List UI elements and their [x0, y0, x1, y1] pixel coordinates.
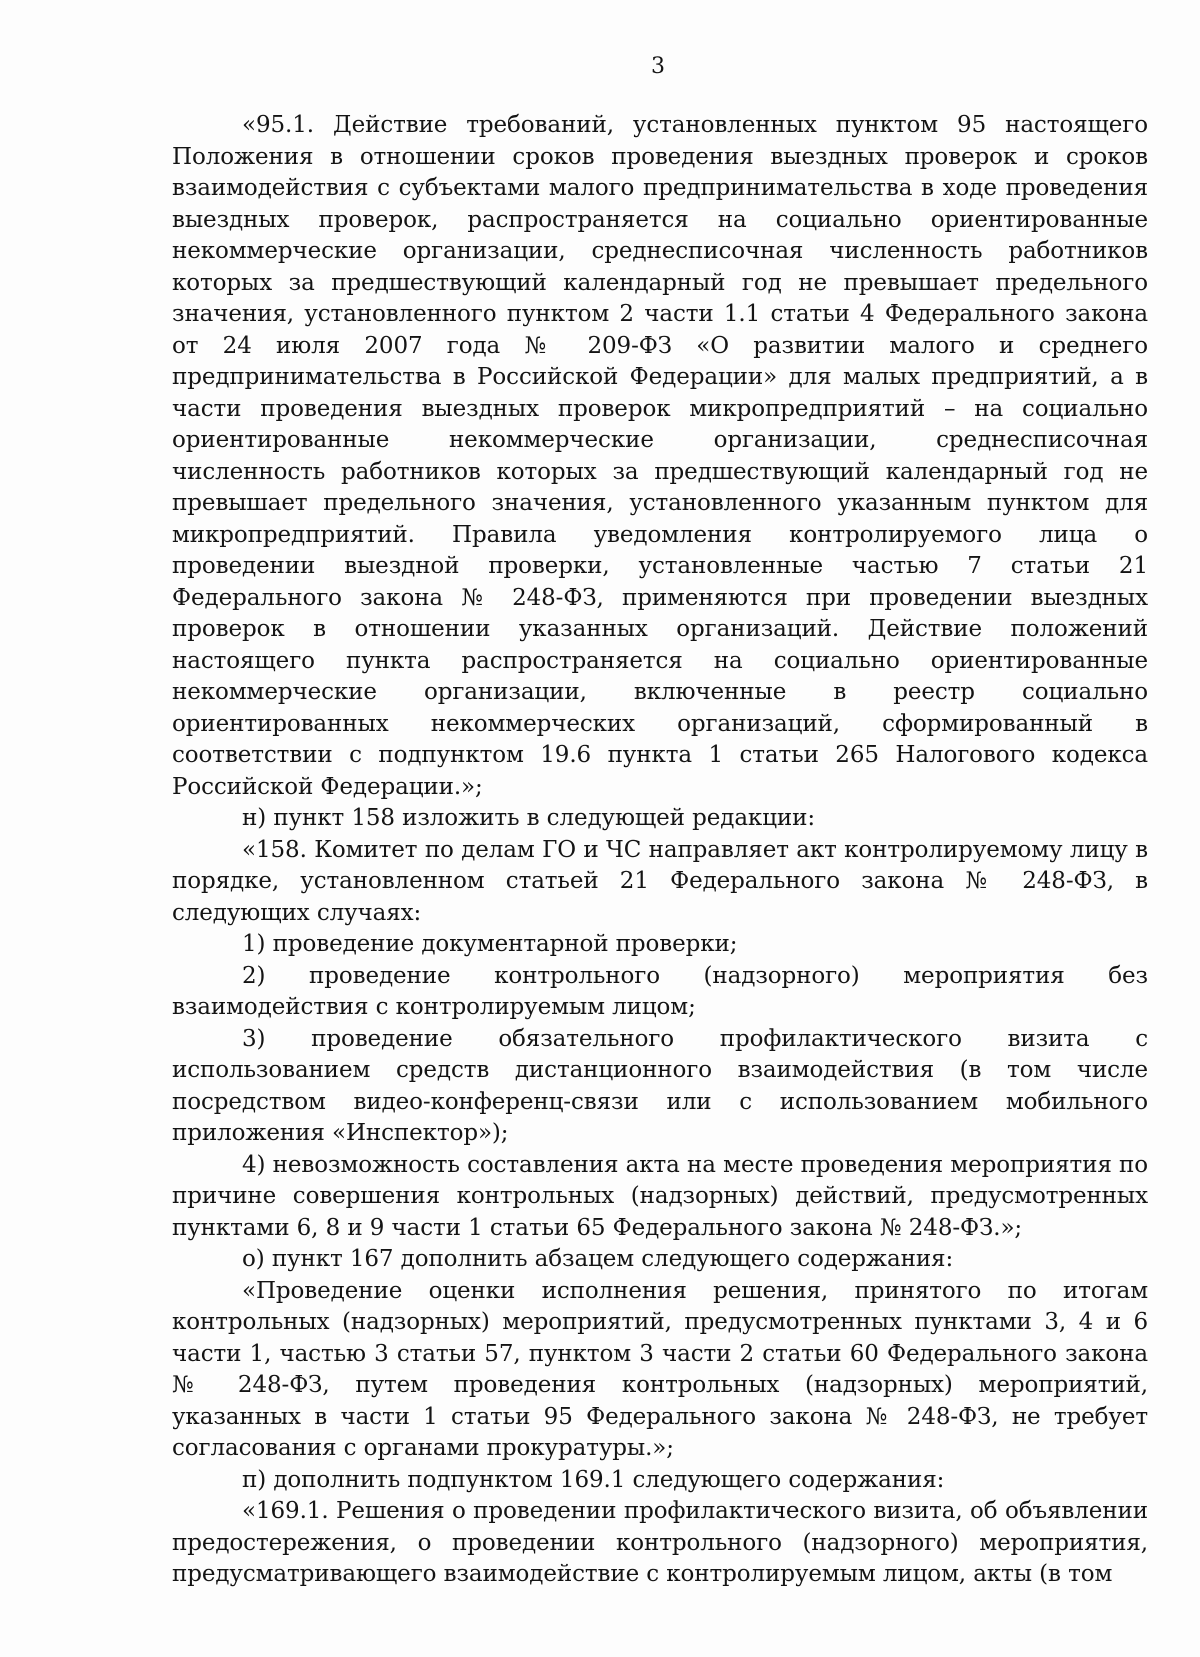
document-body [172, 110, 1148, 1591]
page-number: 3 [651, 54, 665, 79]
paragraph-169-1: «169.1. Решения о проведении профилактического визита, об объявлении предостережения, о проведении контрольного (надзорного) мероприятия, предусматривающего взаимодействие с контролируемым лицом, акты (в том [172, 1498, 1148, 1587]
list-item-158-3: 3) проведение обязательного профилактического визита с использованием средств дистанционного взаимодействия (в том числе посредством видео-конференц-связи или с использованием мобильного приложения «Инспектор»); [172, 1025, 1148, 1146]
list-item-158-4: 4) невозможность составления акта на месте проведения мероприятия по причине совершения контрольных (надзорных) действий, предусмотренных пунктами 6, 8 и 9 части 1 статьи 65 Федерального закона № 248-ФЗ.»; [172, 1151, 1148, 1241]
list-item-158-2: 2) проведение контрольного (надзорного) мероприятия без взаимодействия с контролируемым лицом; [172, 962, 1148, 1020]
paragraph-158: «158. Комитет по делам ГО и ЧС направляет акт контролируемому лицу в порядке, установленном статьей 21 Федерального закона № 248-ФЗ, в следующих случаях: [172, 836, 1148, 926]
list-item-158-1: 1) проведение документарной проверки; [242, 931, 738, 957]
paragraph-subitem-o: о) пункт 167 дополнить абзацем следующего содержания: [242, 1246, 954, 1272]
paragraph-167-addition: «Проведение оценки исполнения решения, принятого по итогам контрольных (надзорных) мероприятий, предусмотренных пунктами 3, 4 и 6 части 1, частью 3 статьи 57, пунктом 3 части 2 статьи 60 Федерального закона № 248-ФЗ, путем проведения контрольных (надзорных) мероприятий, указанных в части 1 статьи 95 Федерального закона № 248-ФЗ, не требует согласования с органами прокуратуры.»; [172, 1277, 1148, 1461]
paragraph-subitem-p: п) дополнить подпунктом 169.1 следующего содержания: [242, 1466, 945, 1493]
paragraph-subitem-n: н) пункт 158 изложить в следующей редакции: [242, 805, 816, 831]
paragraph-95-1: «95.1. Действие требований, установленных пунктом 95 настоящего Положения в отношении сроков проведения выездных проверок и сроков взаимодействия с субъектами малого предпринимательства в ходе проведения выездных проверок, распространяется на социально ориентированные некоммерческие организации, среднесписочная численность работников которых за предшествующий календарный год не превышает предельного значения, установленного пунктом 2 части 1.1 статьи 4 Федерального закона от 24 июля 2007 года № 209-ФЗ «О развитии малого и среднего предпринимательства в Российской Федерации» для малых предприятий, а в части проведения выездных проверок микропредприятий – на социально ориентированные некоммерческие организации, среднесписочная численность работников которых за предшествующий календарный год не превышает предельного значения, установленного указанным пунктом для микропредприятий. Правила уведомления контролируемого лица о проведении выездной проверки, установленные частью 7 статьи 21 Федерального закона № 248-ФЗ, применяются при проведении выездных проверок в отношении указанных организаций. Действие положений настоящего пункта распространяется на социально ориентированные некоммерческие организации, включенные в реестр социально ориентированных некоммерческих организаций, сформированный в соответствии с подпунктом 19.6 пункта 1 статьи 265 Налогового кодекса Российской Федерации.»; [172, 112, 1148, 800]
